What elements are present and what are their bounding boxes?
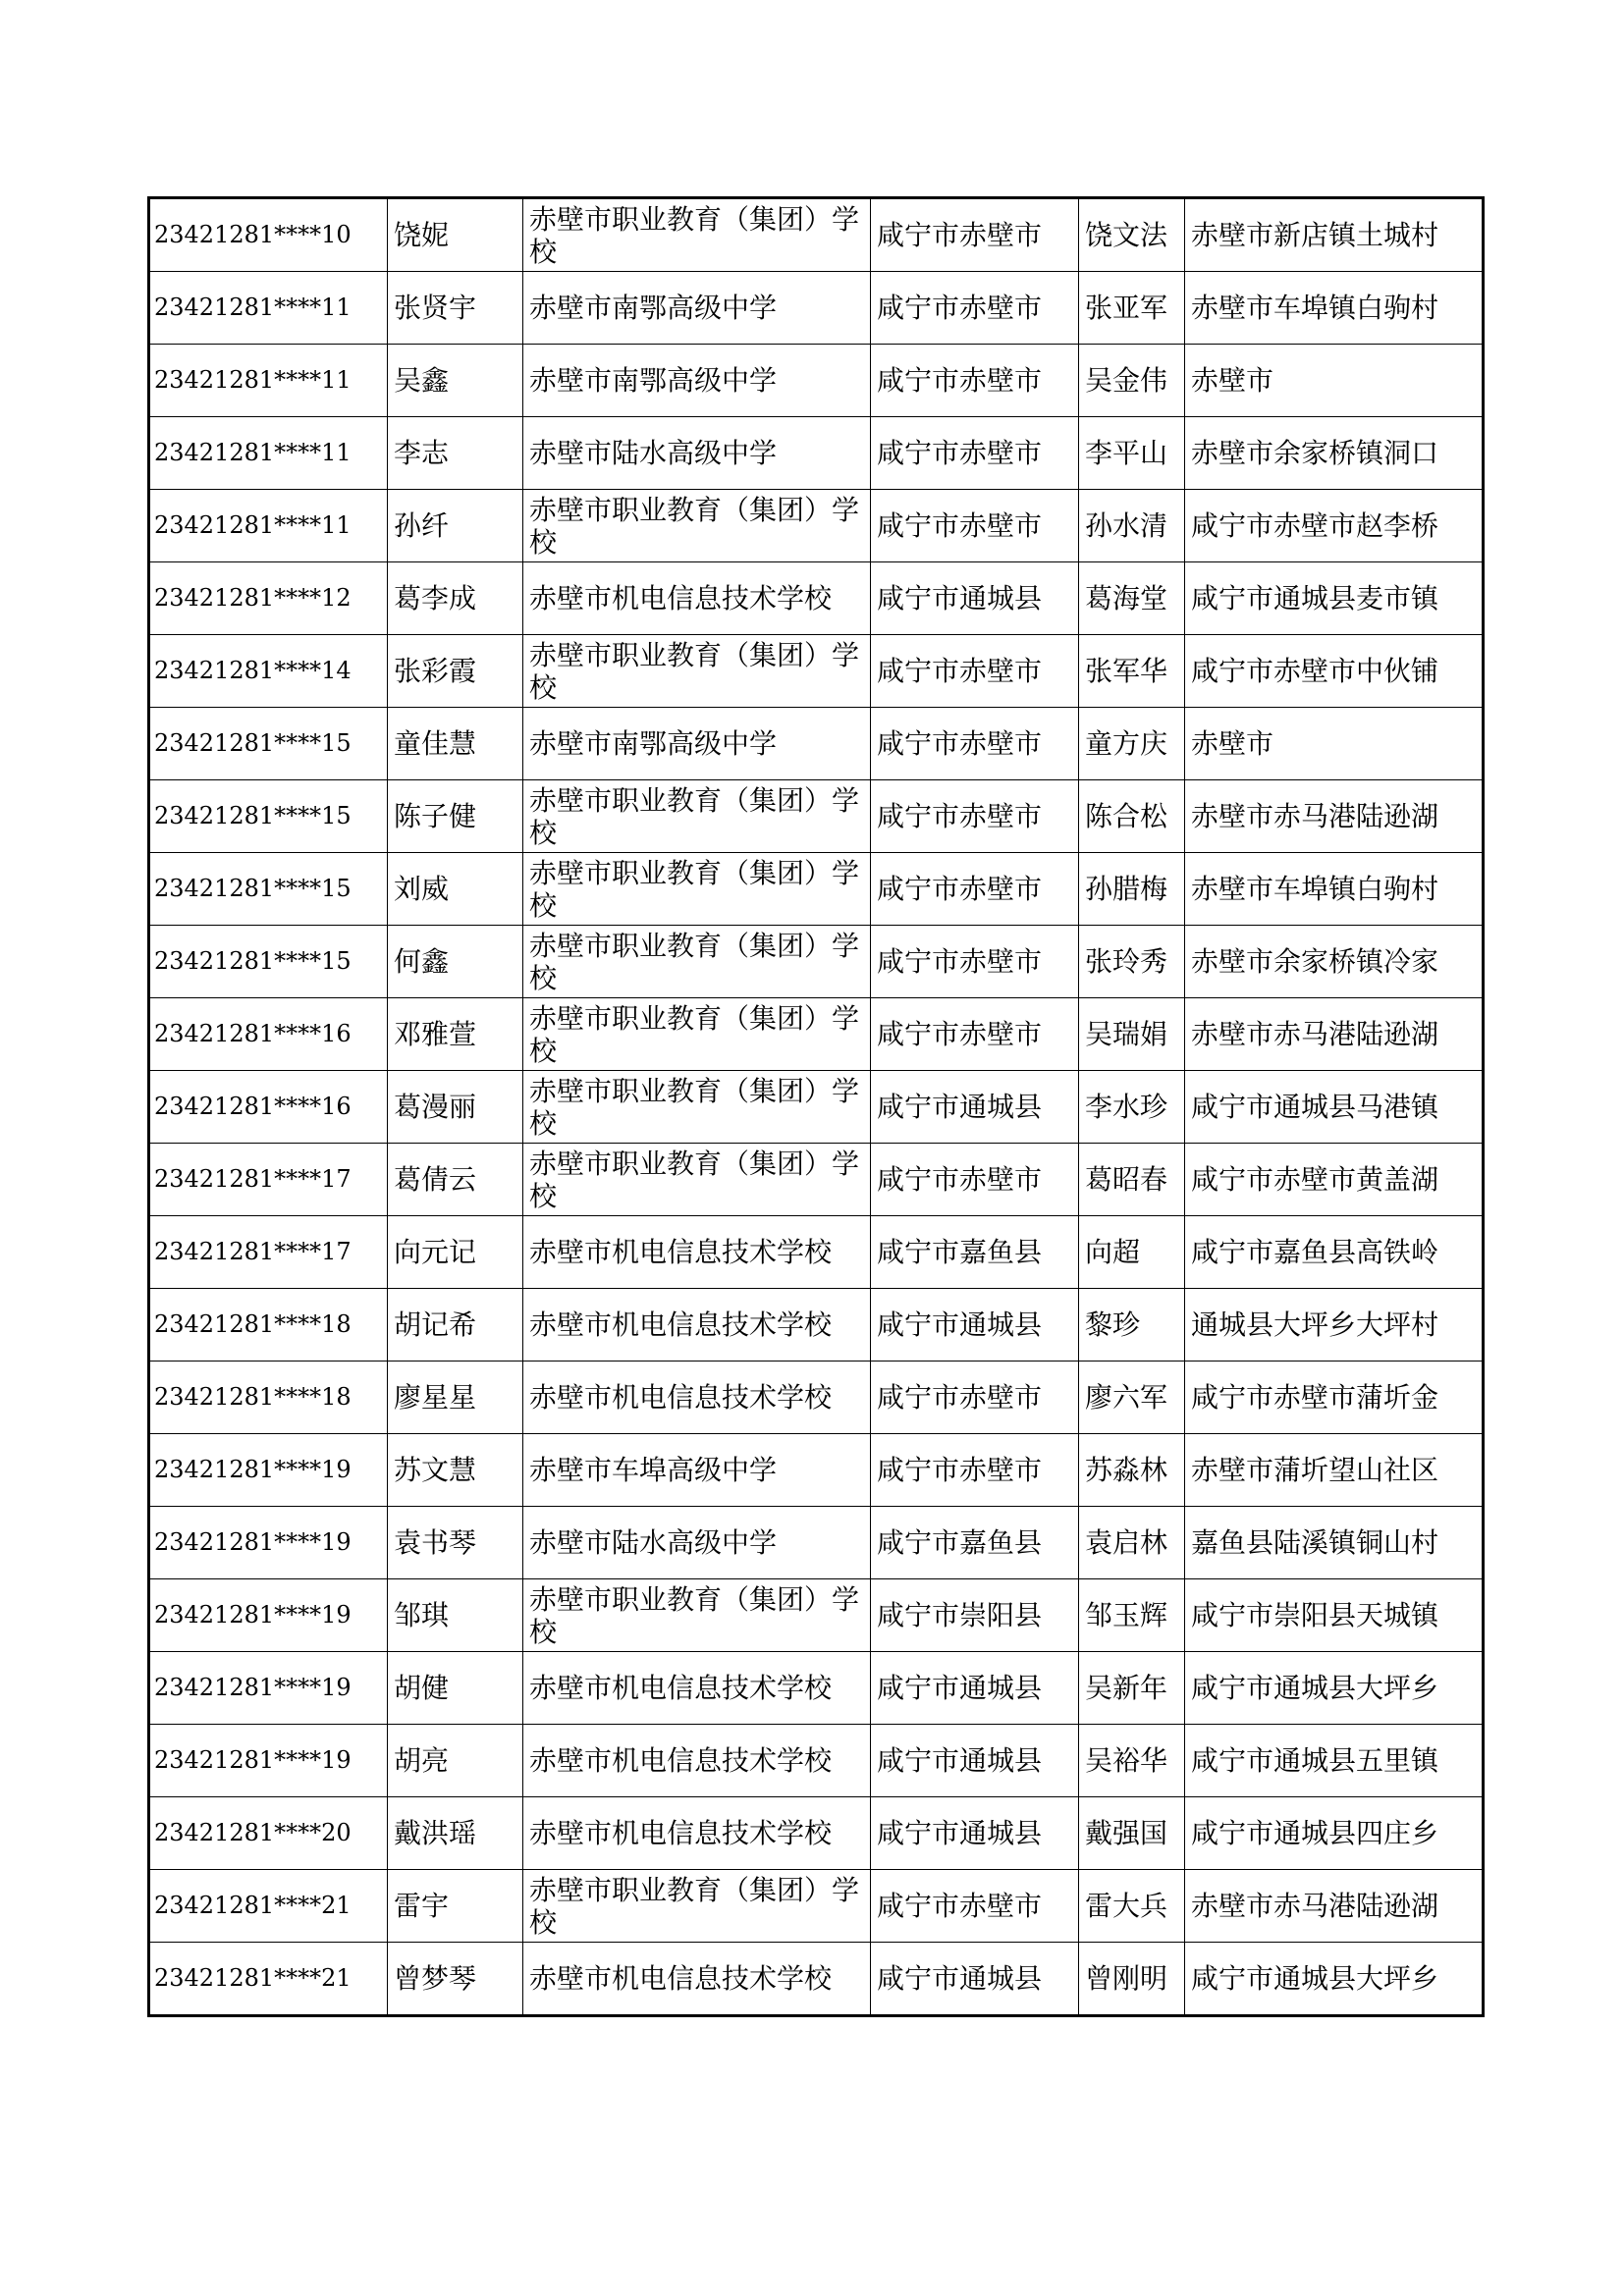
region-cell: 咸宁市赤壁市 [871, 1870, 1079, 1943]
guardian-cell: 苏淼林 [1079, 1434, 1185, 1507]
table-row [149, 926, 1484, 998]
guardian-cell: 饶文法 [1079, 198, 1185, 272]
table-row [149, 490, 1484, 562]
guardian-cell: 陈合松 [1079, 780, 1185, 853]
address-cell: 赤壁市车埠镇白驹村 [1185, 853, 1484, 926]
region-cell: 咸宁市赤壁市 [871, 1144, 1079, 1216]
school-cell: 赤壁市南鄂高级中学 [523, 272, 871, 345]
table-row [149, 417, 1484, 490]
address-cell: 咸宁市赤壁市蒲圻金 [1185, 1362, 1484, 1434]
school-cell: 赤壁市职业教育（集团）学校 [523, 635, 871, 708]
guardian-cell: 雷大兵 [1079, 1870, 1185, 1943]
school-cell: 赤壁市职业教育（集团）学校 [523, 1144, 871, 1216]
address-cell: 赤壁市赤马港陆逊湖 [1185, 780, 1484, 853]
region-cell: 咸宁市通城县 [871, 1725, 1079, 1797]
guardian-cell: 孙水清 [1079, 490, 1185, 562]
region-cell: 咸宁市赤壁市 [871, 635, 1079, 708]
school-cell: 赤壁市南鄂高级中学 [523, 345, 871, 417]
table-row [149, 1507, 1484, 1579]
guardian-cell: 张亚军 [1079, 272, 1185, 345]
student-id-cell: 23421281****19 [149, 1725, 388, 1797]
student-name-cell: 吴鑫 [388, 345, 523, 417]
student-id-cell: 23421281****12 [149, 562, 388, 635]
table-row [149, 1870, 1484, 1943]
guardian-cell: 童方庆 [1079, 708, 1185, 780]
guardian-cell: 吴瑞娟 [1079, 998, 1185, 1071]
address-cell: 赤壁市车埠镇白驹村 [1185, 272, 1484, 345]
student-id-cell: 23421281****11 [149, 272, 388, 345]
student-name-cell: 袁书琴 [388, 1507, 523, 1579]
guardian-cell: 袁启林 [1079, 1507, 1185, 1579]
table-row [149, 708, 1484, 780]
student-id-cell: 23421281****18 [149, 1362, 388, 1434]
address-cell: 赤壁市余家桥镇洞口 [1185, 417, 1484, 490]
guardian-cell: 吴金伟 [1079, 345, 1185, 417]
student-id-cell: 23421281****11 [149, 417, 388, 490]
table-row [149, 198, 1484, 272]
address-cell: 赤壁市余家桥镇冷家 [1185, 926, 1484, 998]
student-name-cell: 童佳慧 [388, 708, 523, 780]
table-row [149, 998, 1484, 1071]
student-id-cell: 23421281****20 [149, 1797, 388, 1870]
school-cell: 赤壁市职业教育（集团）学校 [523, 198, 871, 272]
address-cell: 咸宁市通城县五里镇 [1185, 1725, 1484, 1797]
address-cell: 赤壁市 [1185, 345, 1484, 417]
address-cell: 咸宁市赤壁市黄盖湖 [1185, 1144, 1484, 1216]
school-cell: 赤壁市机电信息技术学校 [523, 1725, 871, 1797]
school-cell: 赤壁市职业教育（集团）学校 [523, 853, 871, 926]
student-name-cell: 胡健 [388, 1652, 523, 1725]
student-id-cell: 23421281****16 [149, 1071, 388, 1144]
student-name-cell: 胡记希 [388, 1289, 523, 1362]
student-id-cell: 23421281****14 [149, 635, 388, 708]
student-id-cell: 23421281****11 [149, 490, 388, 562]
guardian-cell: 曾刚明 [1079, 1943, 1185, 2016]
student-id-cell: 23421281****15 [149, 780, 388, 853]
school-cell: 赤壁市机电信息技术学校 [523, 562, 871, 635]
table-row [149, 345, 1484, 417]
school-cell: 赤壁市职业教育（集团）学校 [523, 998, 871, 1071]
guardian-cell: 廖六军 [1079, 1362, 1185, 1434]
region-cell: 咸宁市赤壁市 [871, 998, 1079, 1071]
region-cell: 咸宁市赤壁市 [871, 853, 1079, 926]
region-cell: 咸宁市通城县 [871, 1797, 1079, 1870]
region-cell: 咸宁市赤壁市 [871, 490, 1079, 562]
student-name-cell: 苏文慧 [388, 1434, 523, 1507]
guardian-cell: 戴强国 [1079, 1797, 1185, 1870]
address-cell: 赤壁市新店镇土城村 [1185, 198, 1484, 272]
roster-table [147, 196, 1485, 2017]
student-id-cell: 23421281****19 [149, 1652, 388, 1725]
guardian-cell: 吴裕华 [1079, 1725, 1185, 1797]
region-cell: 咸宁市赤壁市 [871, 345, 1079, 417]
region-cell: 咸宁市赤壁市 [871, 926, 1079, 998]
student-id-cell: 23421281****11 [149, 345, 388, 417]
student-name-cell: 葛李成 [388, 562, 523, 635]
table-row [149, 1289, 1484, 1362]
region-cell: 咸宁市赤壁市 [871, 417, 1079, 490]
region-cell: 咸宁市赤壁市 [871, 780, 1079, 853]
address-cell: 咸宁市通城县大坪乡 [1185, 1943, 1484, 2016]
guardian-cell: 孙腊梅 [1079, 853, 1185, 926]
student-name-cell: 邓雅萱 [388, 998, 523, 1071]
student-name-cell: 饶妮 [388, 198, 523, 272]
guardian-cell: 李水珍 [1079, 1071, 1185, 1144]
school-cell: 赤壁市陆水高级中学 [523, 1507, 871, 1579]
school-cell: 赤壁市机电信息技术学校 [523, 1943, 871, 2016]
student-id-cell: 23421281****19 [149, 1579, 388, 1652]
region-cell: 咸宁市通城县 [871, 1943, 1079, 2016]
roster-table-body [149, 198, 1484, 2016]
student-name-cell: 李志 [388, 417, 523, 490]
region-cell: 咸宁市嘉鱼县 [871, 1216, 1079, 1289]
student-id-cell: 23421281****15 [149, 926, 388, 998]
school-cell: 赤壁市职业教育（集团）学校 [523, 926, 871, 998]
student-id-cell: 23421281****21 [149, 1870, 388, 1943]
region-cell: 咸宁市赤壁市 [871, 1362, 1079, 1434]
table-row [149, 853, 1484, 926]
table-row [149, 1579, 1484, 1652]
table-row [149, 1725, 1484, 1797]
address-cell: 嘉鱼县陆溪镇铜山村 [1185, 1507, 1484, 1579]
student-id-cell: 23421281****19 [149, 1434, 388, 1507]
region-cell: 咸宁市赤壁市 [871, 708, 1079, 780]
student-id-cell: 23421281****16 [149, 998, 388, 1071]
student-id-cell: 23421281****17 [149, 1216, 388, 1289]
school-cell: 赤壁市南鄂高级中学 [523, 708, 871, 780]
student-name-cell: 戴洪瑶 [388, 1797, 523, 1870]
student-name-cell: 孙纤 [388, 490, 523, 562]
student-name-cell: 廖星星 [388, 1362, 523, 1434]
guardian-cell: 葛昭春 [1079, 1144, 1185, 1216]
school-cell: 赤壁市职业教育（集团）学校 [523, 490, 871, 562]
student-id-cell: 23421281****21 [149, 1943, 388, 2016]
address-cell: 赤壁市 [1185, 708, 1484, 780]
school-cell: 赤壁市职业教育（集团）学校 [523, 1071, 871, 1144]
table-row [149, 635, 1484, 708]
guardian-cell: 吴新年 [1079, 1652, 1185, 1725]
table-row [149, 1434, 1484, 1507]
school-cell: 赤壁市机电信息技术学校 [523, 1216, 871, 1289]
guardian-cell: 邹玉辉 [1079, 1579, 1185, 1652]
student-name-cell: 葛漫丽 [388, 1071, 523, 1144]
guardian-cell: 向超 [1079, 1216, 1185, 1289]
address-cell: 咸宁市通城县马港镇 [1185, 1071, 1484, 1144]
student-name-cell: 曾梦琴 [388, 1943, 523, 2016]
table-row [149, 562, 1484, 635]
region-cell: 咸宁市通城县 [871, 1071, 1079, 1144]
table-row [149, 1071, 1484, 1144]
address-cell: 咸宁市赤壁市赵李桥 [1185, 490, 1484, 562]
school-cell: 赤壁市职业教育（集团）学校 [523, 1579, 871, 1652]
address-cell: 咸宁市通城县四庄乡 [1185, 1797, 1484, 1870]
school-cell: 赤壁市机电信息技术学校 [523, 1652, 871, 1725]
school-cell: 赤壁市机电信息技术学校 [523, 1289, 871, 1362]
school-cell: 赤壁市职业教育（集团）学校 [523, 780, 871, 853]
region-cell: 咸宁市赤壁市 [871, 198, 1079, 272]
address-cell: 通城县大坪乡大坪村 [1185, 1289, 1484, 1362]
address-cell: 咸宁市嘉鱼县高铁岭 [1185, 1216, 1484, 1289]
region-cell: 咸宁市通城县 [871, 1652, 1079, 1725]
guardian-cell: 张玲秀 [1079, 926, 1185, 998]
region-cell: 咸宁市赤壁市 [871, 1434, 1079, 1507]
table-row [149, 1797, 1484, 1870]
student-id-cell: 23421281****15 [149, 708, 388, 780]
student-name-cell: 陈子健 [388, 780, 523, 853]
table-row [149, 272, 1484, 345]
region-cell: 咸宁市通城县 [871, 1289, 1079, 1362]
address-cell: 咸宁市通城县大坪乡 [1185, 1652, 1484, 1725]
guardian-cell: 李平山 [1079, 417, 1185, 490]
student-name-cell: 邹琪 [388, 1579, 523, 1652]
student-id-cell: 23421281****15 [149, 853, 388, 926]
address-cell: 咸宁市赤壁市中伙铺 [1185, 635, 1484, 708]
student-name-cell: 胡亮 [388, 1725, 523, 1797]
table-row [149, 780, 1484, 853]
table-row [149, 1362, 1484, 1434]
region-cell: 咸宁市赤壁市 [871, 272, 1079, 345]
address-cell: 咸宁市通城县麦市镇 [1185, 562, 1484, 635]
school-cell: 赤壁市机电信息技术学校 [523, 1797, 871, 1870]
student-name-cell: 向元记 [388, 1216, 523, 1289]
student-name-cell: 张贤宇 [388, 272, 523, 345]
student-id-cell: 23421281****17 [149, 1144, 388, 1216]
address-cell: 咸宁市崇阳县天城镇 [1185, 1579, 1484, 1652]
table-row [149, 1144, 1484, 1216]
guardian-cell: 葛海堂 [1079, 562, 1185, 635]
student-name-cell: 葛倩云 [388, 1144, 523, 1216]
student-id-cell: 23421281****10 [149, 198, 388, 272]
address-cell: 赤壁市蒲圻望山社区 [1185, 1434, 1484, 1507]
school-cell: 赤壁市职业教育（集团）学校 [523, 1870, 871, 1943]
guardian-cell: 张军华 [1079, 635, 1185, 708]
student-name-cell: 张彩霞 [388, 635, 523, 708]
student-name-cell: 雷宇 [388, 1870, 523, 1943]
address-cell: 赤壁市赤马港陆逊湖 [1185, 998, 1484, 1071]
region-cell: 咸宁市嘉鱼县 [871, 1507, 1079, 1579]
student-name-cell: 何鑫 [388, 926, 523, 998]
student-id-cell: 23421281****19 [149, 1507, 388, 1579]
table-row [149, 1216, 1484, 1289]
table-row [149, 1652, 1484, 1725]
guardian-cell: 黎珍 [1079, 1289, 1185, 1362]
school-cell: 赤壁市陆水高级中学 [523, 417, 871, 490]
student-id-cell: 23421281****18 [149, 1289, 388, 1362]
region-cell: 咸宁市崇阳县 [871, 1579, 1079, 1652]
table-row [149, 1943, 1484, 2016]
school-cell: 赤壁市机电信息技术学校 [523, 1362, 871, 1434]
school-cell: 赤壁市车埠高级中学 [523, 1434, 871, 1507]
address-cell: 赤壁市赤马港陆逊湖 [1185, 1870, 1484, 1943]
student-name-cell: 刘威 [388, 853, 523, 926]
region-cell: 咸宁市通城县 [871, 562, 1079, 635]
